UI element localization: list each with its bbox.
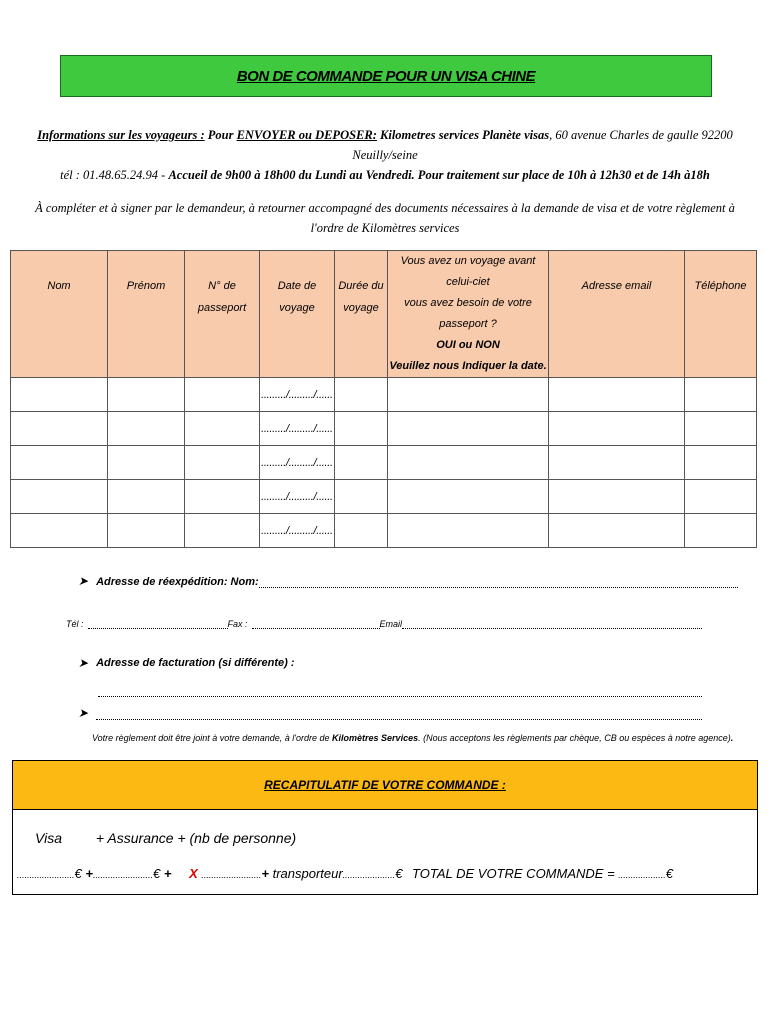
reexpedition-field[interactable] (259, 577, 738, 588)
facturation-field-1[interactable] (98, 686, 702, 697)
cell-email[interactable] (549, 480, 685, 514)
table-row[interactable] (11, 446, 757, 480)
info-tel: tél : 01.48.65.24.94 - (60, 168, 169, 182)
cell-email[interactable] (549, 446, 685, 480)
cell-prenom[interactable] (108, 378, 185, 412)
header-passport (185, 251, 260, 378)
cell-prenom[interactable] (108, 480, 185, 514)
info-company: Kilometres services Planète visas (376, 128, 550, 142)
payment-note-pre: Votre règlement doit être joint à votre demande, à l'ordre de (92, 733, 333, 743)
cell-duree[interactable] (335, 412, 388, 446)
recap-visa: Visa (35, 830, 62, 846)
tel-field[interactable] (88, 618, 228, 629)
cell-duree[interactable] (335, 514, 388, 548)
table-row[interactable] (11, 480, 757, 514)
table-header-row (11, 251, 757, 378)
payment-note (92, 733, 733, 743)
cell-date[interactable]: ........./........./...... (260, 446, 335, 480)
cell-duree[interactable] (335, 378, 388, 412)
header-previous-trip (388, 251, 549, 378)
cell-nom[interactable] (11, 514, 108, 548)
recap-line1 (35, 830, 296, 846)
instructions: À compléter et à signer par le demandeur, à retourner accompagné des documents nécessaires à la demande de visa et de votre règlement à l'ordre de Kilomètres services (35, 201, 735, 235)
info-hours: Accueil de 9h00 à 18h00 du Lundi au Vendredi. Pour traitement sur place de 10h à 12h30 et de 14h à18h (168, 168, 710, 182)
cell-previous-trip[interactable] (388, 412, 549, 446)
facturation-line (78, 656, 295, 670)
reexpedition-label: Adresse de réexpédition: Nom: (96, 576, 259, 588)
recap-euro-3: € (395, 866, 403, 881)
cell-previous-trip[interactable] (388, 480, 549, 514)
payment-note-post: . (Nous acceptons les règlements par chèque, CB ou espèces à notre agence) (418, 733, 731, 743)
recap-header (12, 760, 758, 810)
header-nom-label: Nom (47, 280, 71, 292)
header-prenom-label: Prénom (126, 280, 166, 292)
cell-passport[interactable] (185, 514, 260, 548)
header-prenom (108, 251, 185, 378)
recap-transport-amount[interactable]: ..................... (342, 870, 396, 880)
form-title: BON DE COMMANDE POUR UN VISA CHINE (236, 67, 536, 85)
payment-note-end: . (730, 733, 734, 743)
header-q4: Veuillez nous Indiquer la date. (389, 360, 547, 372)
recap-box (12, 808, 758, 895)
cell-date[interactable]: ........./........./...... (260, 412, 335, 446)
info-address: , 60 avenue Charles de gaulle 92200 Neuilly/seine (352, 128, 733, 162)
cell-previous-trip[interactable] (388, 446, 549, 480)
cell-date[interactable]: ........./........./...... (260, 378, 335, 412)
header-date (260, 251, 335, 378)
recap-total-label: TOTAL DE VOTRE COMMANDE = (412, 866, 619, 881)
table-row[interactable] (11, 412, 757, 446)
facturation-line-2 (78, 706, 702, 720)
cell-nom[interactable] (11, 480, 108, 514)
cell-phone[interactable] (685, 480, 757, 514)
title-bar (60, 55, 712, 97)
fax-field[interactable] (252, 618, 380, 629)
header-q2: vous avez besoin de votre passeport ? (404, 297, 532, 330)
header-duree-line1: Durée du (338, 280, 384, 292)
cell-date[interactable]: ........./........./...... (260, 514, 335, 548)
arrow-bullet-icon: ➤ (78, 574, 89, 588)
recap-insurance-amount[interactable]: ........................ (92, 870, 153, 880)
recap-euro-2: € (152, 866, 161, 881)
tel-label: Tél : (66, 619, 84, 629)
cell-prenom[interactable] (108, 412, 185, 446)
cell-phone[interactable] (685, 378, 757, 412)
cell-previous-trip[interactable] (388, 514, 549, 548)
recap-line1-rest: + Assurance + (nb de personne) (95, 830, 297, 846)
header-duree (335, 251, 388, 378)
header-q1: Vous avez un voyage avant celui-ciet (400, 255, 536, 288)
recap-plus-1: + (85, 866, 93, 881)
recap-nb-persons[interactable]: ........................ (201, 870, 262, 880)
cell-passport[interactable] (185, 446, 260, 480)
reexpedition-line (78, 574, 738, 588)
cell-phone[interactable] (685, 446, 757, 480)
header-duree-line2: voyage (343, 302, 379, 314)
header-email (549, 251, 685, 378)
cell-previous-trip[interactable] (388, 378, 549, 412)
travelers-table (10, 250, 757, 548)
recap-transporteur: transporteur (268, 866, 343, 881)
recap-plus-3: + (261, 866, 269, 881)
cell-duree[interactable] (335, 480, 388, 514)
header-date-label: Date de voyage (277, 280, 317, 314)
cell-prenom[interactable] (108, 446, 185, 480)
recap-multiply-x: X (189, 866, 198, 881)
cell-passport[interactable] (185, 378, 260, 412)
table-row[interactable] (11, 378, 757, 412)
arrow-bullet-icon: ➤ (78, 656, 89, 670)
cell-email[interactable] (549, 412, 685, 446)
email-field[interactable] (402, 618, 702, 629)
info-label: Informations sur les voyageurs : (37, 128, 205, 142)
recap-total-amount[interactable]: ................... (618, 870, 666, 880)
cell-nom[interactable] (11, 412, 108, 446)
cell-nom[interactable] (11, 378, 108, 412)
recap-euro-1: € (74, 866, 82, 881)
fax-label: Fax : (227, 619, 248, 629)
cell-passport[interactable] (185, 480, 260, 514)
cell-email[interactable] (549, 514, 685, 548)
header-passport-line1: N° de (208, 280, 236, 292)
arrow-bullet-icon: ➤ (78, 706, 89, 720)
cell-duree[interactable] (335, 446, 388, 480)
recap-plus-2: + (163, 866, 172, 881)
recap-visa-amount[interactable]: ....................... (17, 870, 75, 880)
info-envoyer: ENVOYER ou DEPOSER: (236, 128, 377, 142)
header-nom (11, 251, 108, 378)
cell-date[interactable]: ........./........./...... (260, 480, 335, 514)
contact-line (66, 618, 702, 629)
header-phone-label: Téléphone (694, 280, 747, 292)
cell-passport[interactable] (185, 412, 260, 446)
header-q3: OUI ou NON (436, 339, 500, 351)
cell-prenom[interactable] (108, 514, 185, 548)
cell-email[interactable] (549, 378, 685, 412)
payment-note-company: Kilomètres Services (332, 733, 419, 743)
cell-nom[interactable] (11, 446, 108, 480)
facturation-field-2[interactable] (96, 709, 702, 720)
table-row[interactable] (11, 514, 757, 548)
traveler-info (20, 125, 750, 185)
cell-phone[interactable] (685, 412, 757, 446)
recap-line2 (17, 866, 673, 881)
header-phone (685, 251, 757, 378)
cell-phone[interactable] (685, 514, 757, 548)
facturation-label: Adresse de facturation (si différente) : (96, 657, 295, 669)
recap-title: RECAPITULATIF DE VOTRE COMMANDE : (264, 778, 506, 792)
header-passport-line2: passeport (197, 302, 247, 314)
email-label: Email (379, 619, 403, 629)
recap-euro-4: € (665, 866, 674, 881)
info-pour: Pour (204, 128, 237, 142)
header-email-label: Adresse email (581, 280, 652, 292)
